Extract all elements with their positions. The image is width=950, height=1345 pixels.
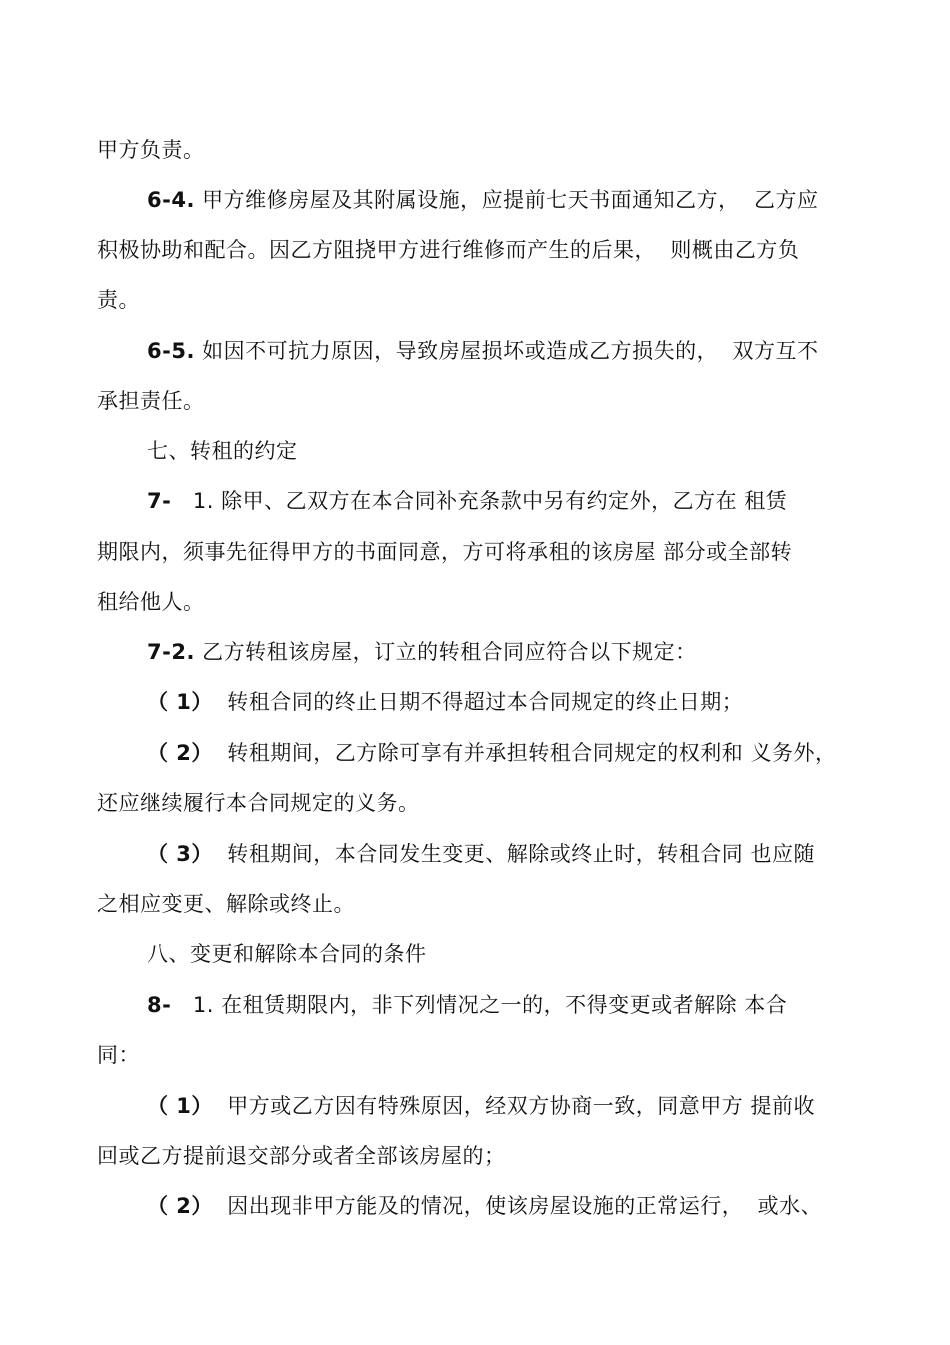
- text-line: 还应继续履行本合同规定的义务。: [97, 791, 420, 815]
- item-7-2-1: （ 1） 转租合同的终止日期不得超过本合同规定的终止日期；: [147, 690, 744, 714]
- text-line: 回或乙方提前退交部分或者全部该房屋的；: [97, 1144, 506, 1168]
- clause-6-4: 6-4. 甲方维修房屋及其附属设施，应提前七天书面通知乙方， 乙方应: [147, 188, 819, 212]
- section-heading-8: 八、变更和解除本合同的条件: [147, 942, 427, 966]
- text-line: 同：: [97, 1043, 140, 1067]
- section-heading-7: 七、转租的约定: [147, 439, 298, 463]
- clause-7-2: 7-2. 乙方转租该房屋，订立的转租合同应符合以下规定：: [147, 640, 697, 664]
- text-line: 租给他人。: [97, 590, 205, 614]
- text-line: 承担责任。: [97, 389, 205, 413]
- item-8-1-1: （ 1） 甲方或乙方因有特殊原因，经双方协商一致，同意甲方 提前收: [147, 1094, 815, 1118]
- text-line: 期限内，须事先征得甲方的书面同意，方可将承租的该房屋 部分或全部转: [97, 540, 793, 564]
- text-line: 之相应变更、解除或终止。: [97, 892, 355, 916]
- text-line: 积极协助和配合。因乙方阻挠甲方进行维修而产生的后果， 则概由乙方负: [97, 238, 800, 262]
- clause-8-1: 8- 1. 在租赁期限内，非下列情况之一的，不得变更或者解除 本合: [147, 993, 788, 1017]
- item-7-2-3: （ 3） 转租期间，本合同发生变更、解除或终止时，转租合同 也应随: [147, 842, 815, 866]
- text-line: 责。: [97, 288, 140, 312]
- item-7-2-2: （ 2） 转租期间，乙方除可享有并承担转租合同规定的权利和 义务外，: [147, 741, 837, 765]
- clause-7-1: 7- 1. 除甲、乙双方在本合同补充条款中另有约定外，乙方在 租赁: [147, 489, 788, 513]
- clause-6-5: 6-5. 如因不可抗力原因，导致房屋损坏或造成乙方损失的， 双方互不: [147, 339, 819, 363]
- text-line: 甲方负责。: [97, 138, 205, 162]
- item-8-1-2: （ 2） 因出现非甲方能及的情况，使该房屋设施的正常运行， 或水、: [147, 1194, 823, 1218]
